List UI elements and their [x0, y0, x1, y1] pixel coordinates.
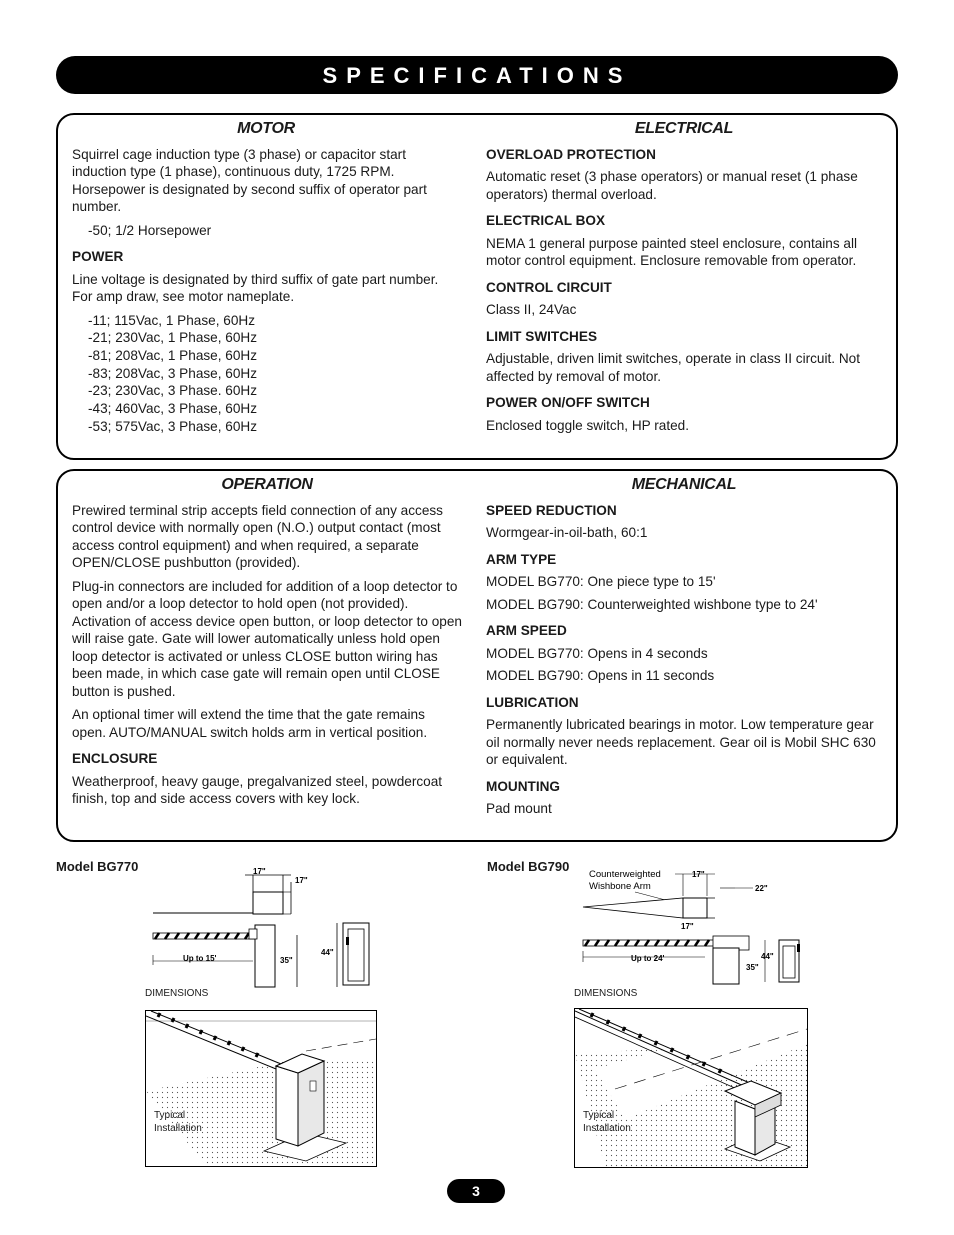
bg790-dim-44: 44": [761, 952, 774, 961]
limit-switches-heading: LIMIT SWITCHES: [486, 328, 598, 344]
voltage-item: -21; 230Vac, 1 Phase, 60Hz: [88, 330, 258, 346]
electrical-box-heading: ELECTRICAL BOX: [486, 213, 606, 228]
voltage-item: -83; 208Vac, 3 Phase, 60Hz: [88, 365, 258, 381]
bg790-dim-22: 22": [755, 884, 768, 893]
bg770-dim-44: 44": [321, 948, 334, 957]
power-heading: POWER: [72, 249, 124, 264]
motor-column: [72, 120, 460, 443]
operation-paragraph: An optional timer will extend the time that the gate remains open. AUTO/MANUAL switch holds arm in vertical position.: [72, 707, 428, 740]
speed-reduction-text: Wormgear-in-oil-bath, 60:1: [486, 525, 648, 540]
bg770-install-stripes: [158, 1013, 258, 1057]
mounting-heading: MOUNTING: [486, 778, 561, 794]
limit-switches-text: Adjustable, driven limit switches, operate in class II circuit. Not affected by removal of motor.: [486, 351, 860, 384]
power-text: Line voltage is designated by third suffix of gate part number. For amp draw, see motor nameplate.: [72, 271, 439, 304]
arm-type-text: MODEL BG790: Counterweighted wishbone type to 24': [486, 596, 818, 612]
voltage-item: -81; 208Vac, 1 Phase, 60Hz: [88, 347, 258, 363]
arm-speed-text: MODEL BG790: Opens in 11 seconds: [486, 668, 715, 683]
electrical-box-text: NEMA 1 general purpose painted steel enclosure, contains all motor control equipment. Enclosure removable from operator.: [486, 235, 858, 268]
operation-paragraph: Plug-in connectors are included for addition of a loop detector to open and/or a loop detector to hold open (not provided). Activation of access device open button, or loop detector to open will raise gate. Gate will lower automatically unless hold open loop detector is activated or unless CLOSE button wiring has been made, in which case gate will remain open until CLOSE button is pushed.: [72, 578, 462, 699]
speed-reduction-heading: SPEED REDUCTION: [486, 502, 617, 518]
overload-text: Automatic reset (3 phase operators) or manual reset (1 phase operators) thermal overload.: [486, 169, 858, 202]
motor-heading: MOTOR: [237, 120, 295, 137]
bg770-dimensions-label: DIMENSIONS: [145, 988, 209, 999]
enclosure-text: Weatherproof, heavy gauge, pregalvanized steel, powdercoat finish, top and side access covers with key lock.: [72, 773, 443, 806]
control-circuit-heading: CONTROL CIRCUIT: [486, 279, 612, 295]
power-switch-text: Enclosed toggle switch, HP rated.: [486, 417, 690, 433]
bg790-dim-17a: 17": [692, 870, 705, 879]
voltage-item: -23; 230Vac, 3 Phase. 60Hz: [88, 383, 258, 399]
electrical-column: [486, 120, 882, 440]
bg790-arm-note: Counterweighted: [589, 869, 661, 880]
power-switch-heading: POWER ON/OFF SWITCH: [486, 395, 650, 410]
voltage-item: -43; 460Vac, 3 Phase, 60Hz: [88, 401, 258, 417]
voltage-item: -11; 115Vac, 1 Phase, 60Hz: [88, 312, 255, 328]
bg790-install-label: Typical Installation: [583, 1110, 631, 1134]
bg790-installation-drawing: [575, 1009, 807, 1167]
mechanical-column: [486, 476, 882, 824]
page-number: 3: [447, 1179, 505, 1203]
bg770-installation-illustration: [145, 1010, 377, 1167]
bg770-dim-17b: 17": [295, 876, 308, 885]
control-circuit-text: Class II, 24Vac: [486, 302, 577, 317]
bg770-dim-17a: 17": [253, 867, 266, 876]
mechanical-heading: MECHANICAL: [631, 476, 737, 493]
bg770-install-label: Typical Installation: [154, 1110, 202, 1134]
motor-hp: -50; 1/2 Horsepower: [88, 222, 212, 238]
lubrication-heading: LUBRICATION: [486, 694, 579, 710]
bg790-arm-length: Up to 24': [631, 954, 665, 963]
bg770-installation-drawing: [146, 1011, 376, 1166]
lubrication-text: Permanently lubricated bearings in motor. Low temperature gear oil normally never needs replacement. Gear oil is Mobil SHC 630 or equivalent.: [486, 717, 876, 767]
bg790-dimension-drawing: [575, 862, 805, 990]
bg790-dimensions-label: DIMENSIONS: [574, 988, 638, 999]
bg770-model-label: Model BG770: [56, 859, 139, 874]
operation-paragraph: Prewired terminal strip accepts field connection of any access control device with normally open (N.O.) output contact (most access control equipment) and when required, a separate OPEN/CLOSE pushbutton (provided).: [72, 502, 443, 570]
arm-speed-text: MODEL BG770: Opens in 4 seconds: [486, 645, 708, 661]
mounting-text: Pad mount: [486, 801, 552, 816]
operation-column: [72, 476, 462, 814]
electrical-heading: ELECTRICAL: [634, 120, 734, 137]
bg770-dimension-drawing: [145, 865, 385, 990]
bg790-dim-17b: 17": [681, 922, 694, 931]
voltage-item: -53; 575Vac, 3 Phase, 60Hz: [88, 418, 258, 434]
overload-heading: OVERLOAD PROTECTION: [486, 146, 656, 162]
bg790-model-label: Model BG790: [487, 859, 570, 874]
bg770-dim-35: 35": [280, 956, 293, 965]
bg790-dim-35: 35": [746, 963, 759, 972]
motor-intro: Squirrel cage induction type (3 phase) or capacitor start induction type (1 phase), continuous duty, 1725 RPM. Horsepower is designated by second suffix of operator part number.: [72, 146, 427, 214]
bg790-installation-illustration: [574, 1008, 808, 1168]
arm-speed-heading: ARM SPEED: [486, 623, 567, 638]
bg770-arm-length: Up to 15': [183, 954, 217, 963]
operation-heading: OPERATION: [221, 476, 313, 493]
voltage-list: [72, 312, 460, 436]
bg790-arm-note: Wishbone Arm: [589, 881, 651, 892]
arm-type-text: MODEL BG770: One piece type to 15': [486, 574, 716, 589]
arm-type-heading: ARM TYPE: [486, 551, 557, 567]
page-title: SPECIFICATIONS: [56, 56, 898, 94]
enclosure-heading: ENCLOSURE: [72, 751, 158, 766]
